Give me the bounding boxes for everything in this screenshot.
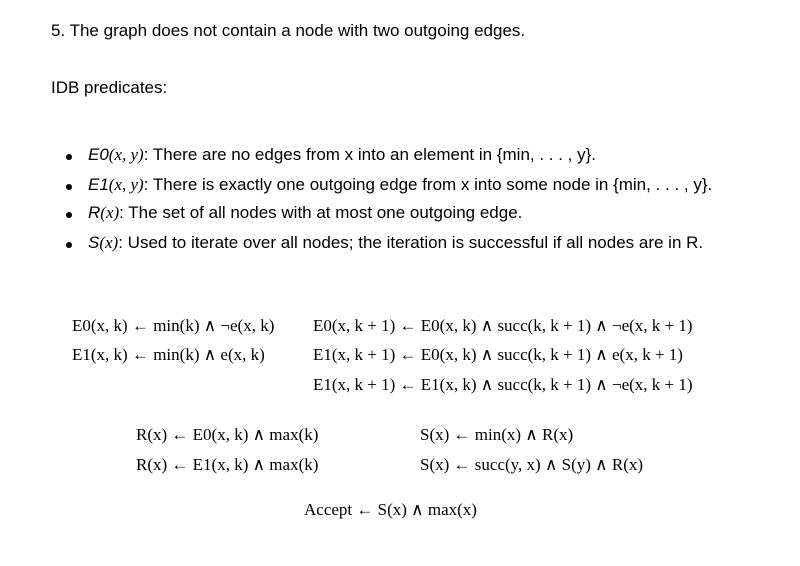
predicate-args: (x) <box>99 233 119 252</box>
rule-e0-base: E0(x, k) ← min(k) ∧ ¬e(x, k) <box>72 316 275 335</box>
rule-e1-step-from-e0: E1(x, k + 1) ← E0(x, k) ∧ succ(k, k + 1) ∧ e(x, k + 1) <box>313 345 683 364</box>
predicate-name: E0 <box>88 145 109 164</box>
predicate-description: Used to iterate over all nodes; the iteration is successful if all nodes are in R. <box>127 233 704 252</box>
predicate-args: (x) <box>100 203 120 222</box>
heading: 5. The graph does not contain a node with two outgoing edges. <box>51 21 526 40</box>
predicate-args: (x, y) <box>108 145 144 164</box>
rule-accept: Accept ← S(x) ∧ max(x) <box>304 500 477 519</box>
bullet-icon <box>66 184 72 190</box>
predicate-description: There is exactly one outgoing edge from x into some node in {min, . . . , y}. <box>152 175 713 194</box>
rule-r-from-e1: R(x) ← E1(x, k) ∧ max(k) <box>136 455 319 474</box>
predicate-args: (x, y) <box>108 175 144 194</box>
bullet-icon <box>66 212 72 218</box>
predicate-name: R <box>88 203 101 222</box>
predicate-description: There are no edges from x into an element in {min, . . . , y}. <box>152 145 597 164</box>
bullet-icon <box>66 154 72 160</box>
rule-r-from-e0: R(x) ← E0(x, k) ∧ max(k) <box>136 425 319 444</box>
rule-s-step: S(x) ← succ(y, x) ∧ S(y) ∧ R(x) <box>420 455 644 474</box>
rule-s-base: S(x) ← min(x) ∧ R(x) <box>420 425 574 444</box>
predicate-name: S <box>88 233 100 252</box>
idb-predicates-label: IDB predicates: <box>51 78 168 97</box>
bullet-icon <box>66 242 72 248</box>
rule-e0-step: E0(x, k + 1) ← E0(x, k) ∧ succ(k, k + 1) ∧ ¬e(x, k + 1) <box>313 316 693 335</box>
predicate-name: E1 <box>88 175 109 194</box>
rule-e1-base: E1(x, k) ← min(k) ∧ e(x, k) <box>72 345 265 364</box>
rule-e1-step-from-e1: E1(x, k + 1) ← E1(x, k) ∧ succ(k, k + 1) ∧ ¬e(x, k + 1) <box>313 375 693 394</box>
predicate-description: The set of all nodes with at most one outgoing edge. <box>128 203 523 222</box>
